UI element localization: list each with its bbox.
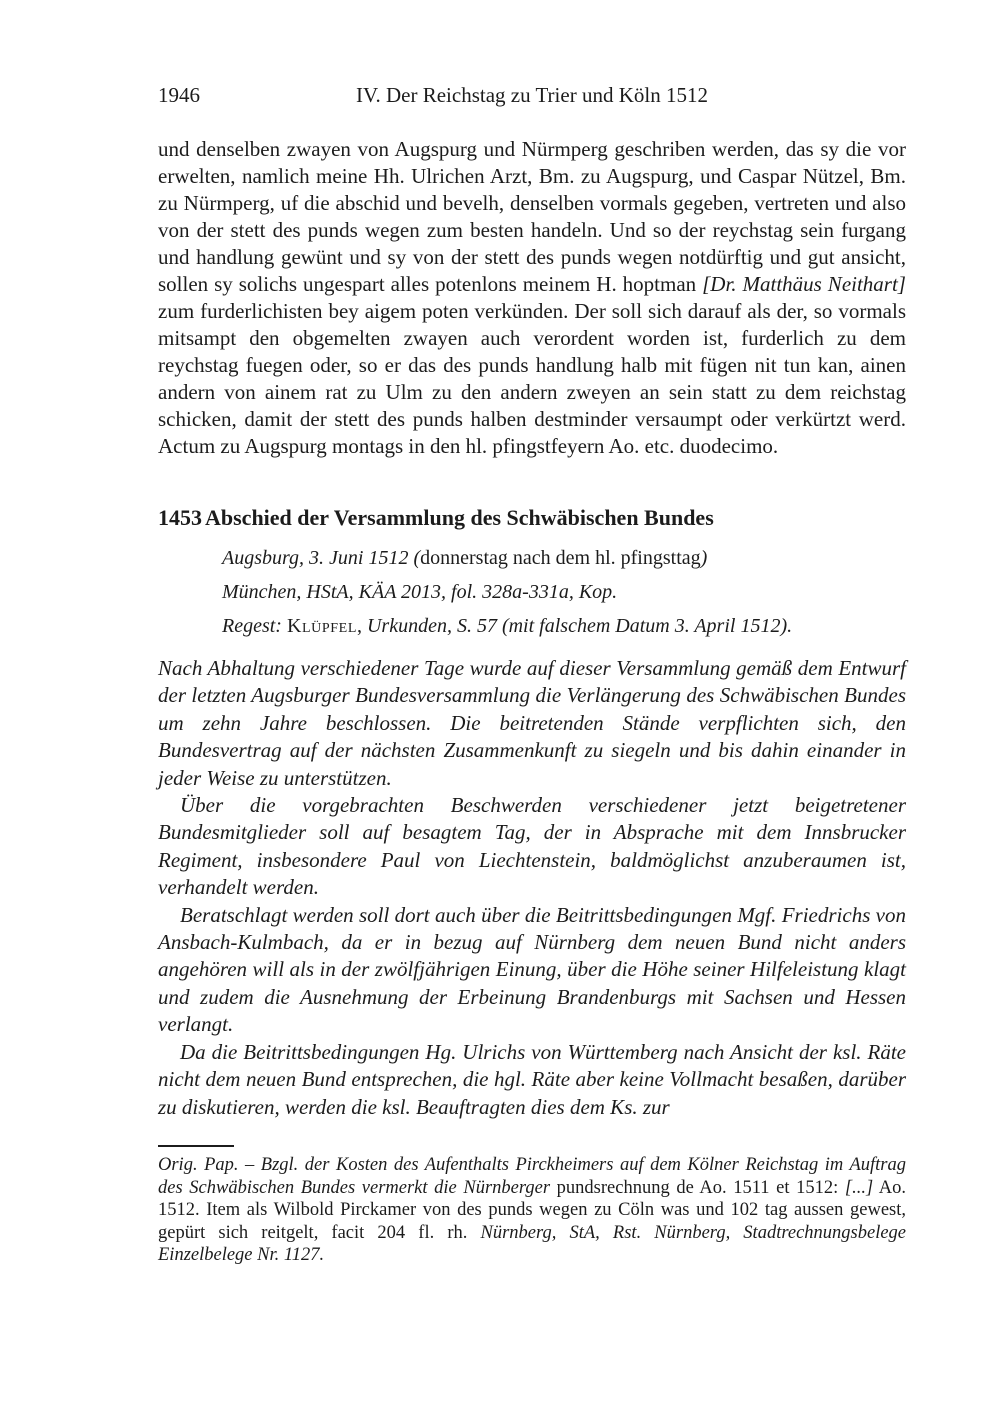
entry-metadata — [222, 541, 906, 643]
summary-paragraph: Über die vorgebrachten Beschwerden verschiedener jetzt beigetretener Bundesmitglieder soll auf besagtem Tag, der in Absprache mit dem Innsbrucker Regiment, insbesondere Paul von Liechtenstein, baldmöglichst anzuberaumen ist, verhandelt werden. — [158, 793, 906, 900]
summary-paragraph: Beratschlagt werden soll dort auch über die Beitrittsbedingungen Mgf. Friedrichs von Ansbach-Kulmbach, da er in bezug auf Nürnberg dem neuen Bund nicht anders angehören will als in der zwölfjährigen Einung, über die Höhe seiner Hilfeleistung klagt und zudem die Ausnehmung der Erbeinung Brandenburgs mit Sachsen und Hessen verlangt. — [158, 902, 906, 1037]
page-number: 1946 — [158, 83, 200, 107]
entry-title: Abschied der Versammlung des Schwäbischen Bundes — [205, 505, 714, 530]
summary-paragraph: Nach Abhaltung verschiedener Tage wurde auf dieser Versammlung gemäß dem Entwurf der letzten Augsburger Bundesversammlung die Verlängerung des Schwäbischen Bundes um zehn Jahre beschlossen. Die beitretenden Stände verpflichten sich, den Bundesvertrag auf der nächsten Zusammenkunft zu siegeln und bis dahin einander in jeder Weise zu unterstützen. — [158, 656, 906, 790]
summary-paragraph: Da die Beitrittsbedingungen Hg. Ulrichs von Württemberg nach Ansicht der ksl. Räte nicht dem neuen Bund entsprechen, die hgl. Räte aber keine Vollmacht besaßen, darüber zu diskutieren, werden die ksl. Beauftragten dies dem Ks. zur — [158, 1039, 906, 1119]
continued-paragraph: und denselben zwayen von Augspurg und Nürmperg geschriben werden, das sy die vor erwelten, namlich meine Hh. Ulrichen Arzt, Bm. zu Augspurg, und Caspar Nützel, Bm. zu Nürmperg, uf die abschid und bevelh, denselben vormals gegeben, vertreten und also von der stett des punds wegen zum besten handeln. Und so der reychstag sein furgang und handlung gewünt und sy von der stett des punds wegen notdürftig und gut ansicht, sollen sy solichs ungespart alles potenlons meinem H. hoptman [Dr. Matthäus Neithart] zum furderlichisten bey aigem poten verkünden. Der soll sich darauf als der, so vormals mitsampt den obgemelten zwayen auch verordent worden ist, furderlich zu dem reychstag fuegen oder, so er das des punds handlung halb mit fügen nit tun kan, ainen andern von ainem rat zu Ulm zu den andern zweyen an sein statt zu dem reichstag schicken, damit der stett des punds halben destminder versaumpt oder verkürtzt werd. Actum zu Augspurg montags in den hl. pfingstfeyern Ao. etc. duodecimo. — [158, 137, 906, 458]
footnote — [158, 1145, 906, 1267]
running-header-title: IV. Der Reichstag zu Trier und Köln 1512 — [356, 83, 708, 107]
book-page — [158, 0, 906, 1267]
meta-regest-line: Regest: Klüpfel, Urkunden, S. 57 (mit falschem Datum 3. April 1512). — [222, 615, 793, 637]
meta-date-line: Augsburg, 3. Juni 1512 (donnerstag nach dem hl. pfingsttag) — [222, 547, 708, 569]
entry-heading — [158, 504, 906, 531]
entry-number: 1453 — [158, 505, 202, 530]
footnote-rule — [158, 1145, 234, 1147]
running-header — [158, 82, 906, 108]
meta-archive-line: München, HStA, KÄA 2013, fol. 328a-331a, Kop. — [222, 581, 618, 603]
entry-summary — [158, 655, 906, 1121]
footnote-text: Orig. Pap. – Bzgl. der Kosten des Aufenthalts Pirckheimers auf dem Kölner Reichstag im Auftrag des Schwäbischen Bundes vermerkt die Nürnberger pundsrechnung de Ao. 1511 et 1512: [...] Ao. 1512. Item als Wilbold Pirckamer von des punds wegen zu Cöln was und 102 tag aussen gewest, gepürt sich reitgelt, facit 204 fl. rh. Nürnberg, StA, Rst. Nürnberg, Stadtrechnungsbelege Einzelbelege Nr. 1127. — [158, 1154, 907, 1266]
